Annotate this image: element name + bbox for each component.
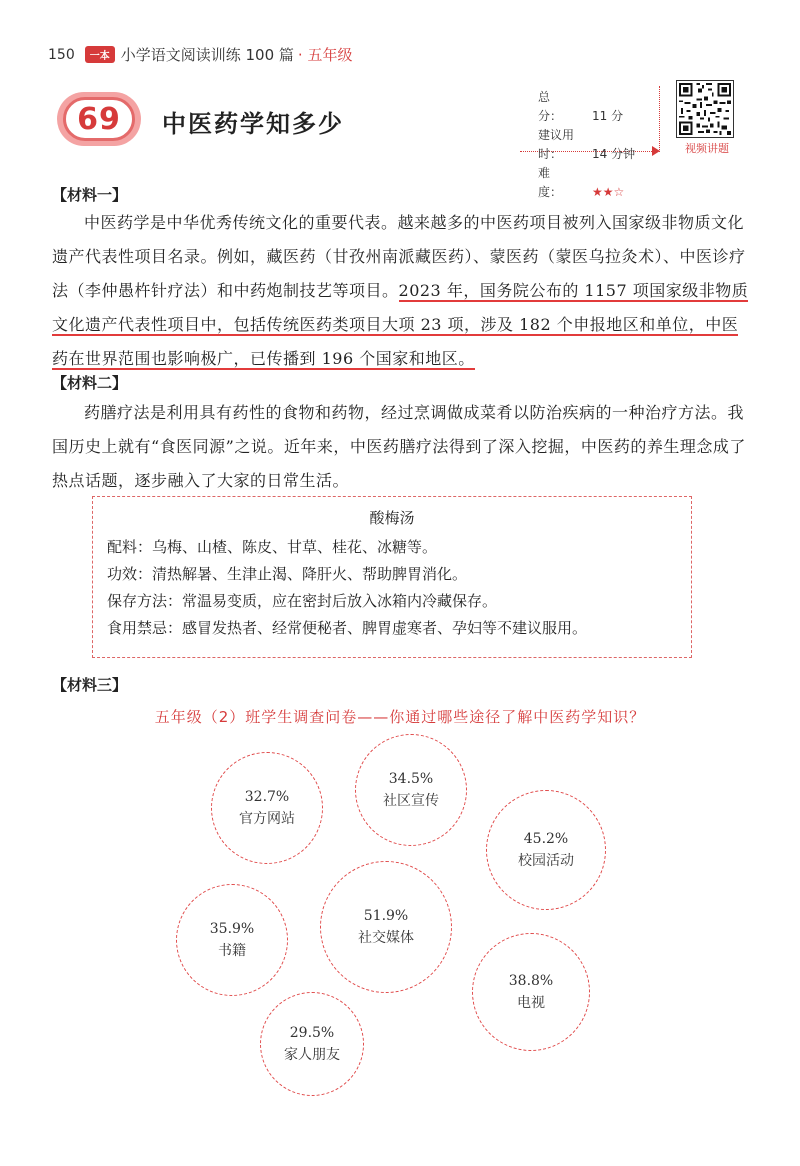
bubble-label: 社交媒体 xyxy=(358,930,414,946)
bubble-6 xyxy=(472,933,590,1051)
material-1-paragraph xyxy=(52,206,752,376)
material-1-label: 【材料一】 xyxy=(52,186,128,204)
lesson-number-badge xyxy=(57,92,141,146)
bubble-label: 家人朋友 xyxy=(284,1047,340,1063)
page-header xyxy=(48,44,352,65)
material-3-label: 【材料三】 xyxy=(52,676,128,694)
bubble-value: 38.8% xyxy=(508,973,554,989)
recipe-taboo: 食用禁忌：感冒发热者、经常便秘者、脾胃虚寒者、孕妇等不建议服用。 xyxy=(107,619,588,637)
bubble-value: 45.2% xyxy=(523,831,569,847)
material-1-underlined-text: 2023 年，国务院公布的 1157 项国家级非物质文化遗产代表性项目中，包括传统医药类项目大项 23 项，涉及 182 个申报地区和单位，中医药在世界范围也影响极广，已传播到 196 个国家和地区。 xyxy=(52,281,749,368)
bubble-label: 社区宣传 xyxy=(383,793,439,809)
bubble-label: 官方网站 xyxy=(239,811,295,827)
recipe-effects: 功效：清热解暑、生津止渴、降肝火、帮助脾胃消化。 xyxy=(107,565,468,583)
bubble-7 xyxy=(260,992,364,1096)
material-2-label: 【材料二】 xyxy=(52,374,128,392)
bubble-value: 34.5% xyxy=(388,771,434,787)
bubble-2 xyxy=(355,734,467,846)
recipe-storage: 保存方法：常温易变质，应在密封后放入冰箱内冷藏保存。 xyxy=(107,592,498,610)
bubble-3 xyxy=(486,790,606,910)
lesson-number: 69 xyxy=(77,101,121,137)
info-total: 总 分： 11 分 xyxy=(538,90,624,123)
bubble-value: 29.5% xyxy=(289,1025,335,1041)
page-number: 150 xyxy=(48,46,75,63)
brand-logo: 一本 xyxy=(85,46,115,63)
bubble-label: 书籍 xyxy=(218,943,246,959)
book-grade: · 五年级 xyxy=(297,46,353,64)
survey-title: 五年级（2）班学生调查问卷——你通过哪些途径了解中医药学知识？ xyxy=(154,708,646,726)
difficulty-stars: ★★ xyxy=(592,185,614,199)
book-title: 小学语文阅读训练 100 篇 xyxy=(120,46,294,64)
bubble-4 xyxy=(176,884,288,996)
recipe-title: 酸梅汤 xyxy=(369,509,415,527)
video-caption[interactable]: 视频讲题 xyxy=(685,142,729,155)
bubble-value: 32.7% xyxy=(244,789,290,805)
recipe-box xyxy=(92,496,692,658)
qr-code-icon[interactable] xyxy=(676,80,734,138)
bubble-label: 校园活动 xyxy=(518,853,574,869)
bubble-1 xyxy=(211,752,323,864)
bubble-5 xyxy=(320,861,452,993)
bubble-value: 35.9% xyxy=(209,921,255,937)
info-difficulty: 难 度： ★★☆ xyxy=(538,166,625,199)
arrow-icon xyxy=(652,146,660,156)
info-time: 建议用时： 14 分钟 xyxy=(538,128,636,161)
lesson-title: 中医药学知多少 xyxy=(162,110,344,138)
recipe-ingredients: 配料：乌梅、山楂、陈皮、甘草、桂花、冰糖等。 xyxy=(107,538,438,556)
bubble-value: 51.9% xyxy=(363,908,409,924)
material-2-paragraph: 药膳疗法是利用具有药性的食物和药物，经过烹调做成菜肴以防治疾病的一种治疗方法。我国历史上就有“食医同源”之说。近年来，中医药膳疗法得到了深入挖掘，中医药的养生理念成了热点话题，逐步融入了大家的日常生活。 xyxy=(52,403,746,490)
bubble-label: 电视 xyxy=(517,995,545,1011)
material-1-text: 中医药学是中华优秀传统文化的重要代表。越来越多的中医药项目被列入国家级非物质文化遗产代表性项目名录。例如，藏医药（甘孜州南派藏医药）、蒙医药（蒙医乌拉灸术）、中医诊疗法（李仲愚杵针疗法）和中药炮制技艺等项目。 xyxy=(52,213,746,300)
difficulty-empty-star: ☆ xyxy=(613,185,625,199)
lesson-info-box xyxy=(520,86,660,199)
